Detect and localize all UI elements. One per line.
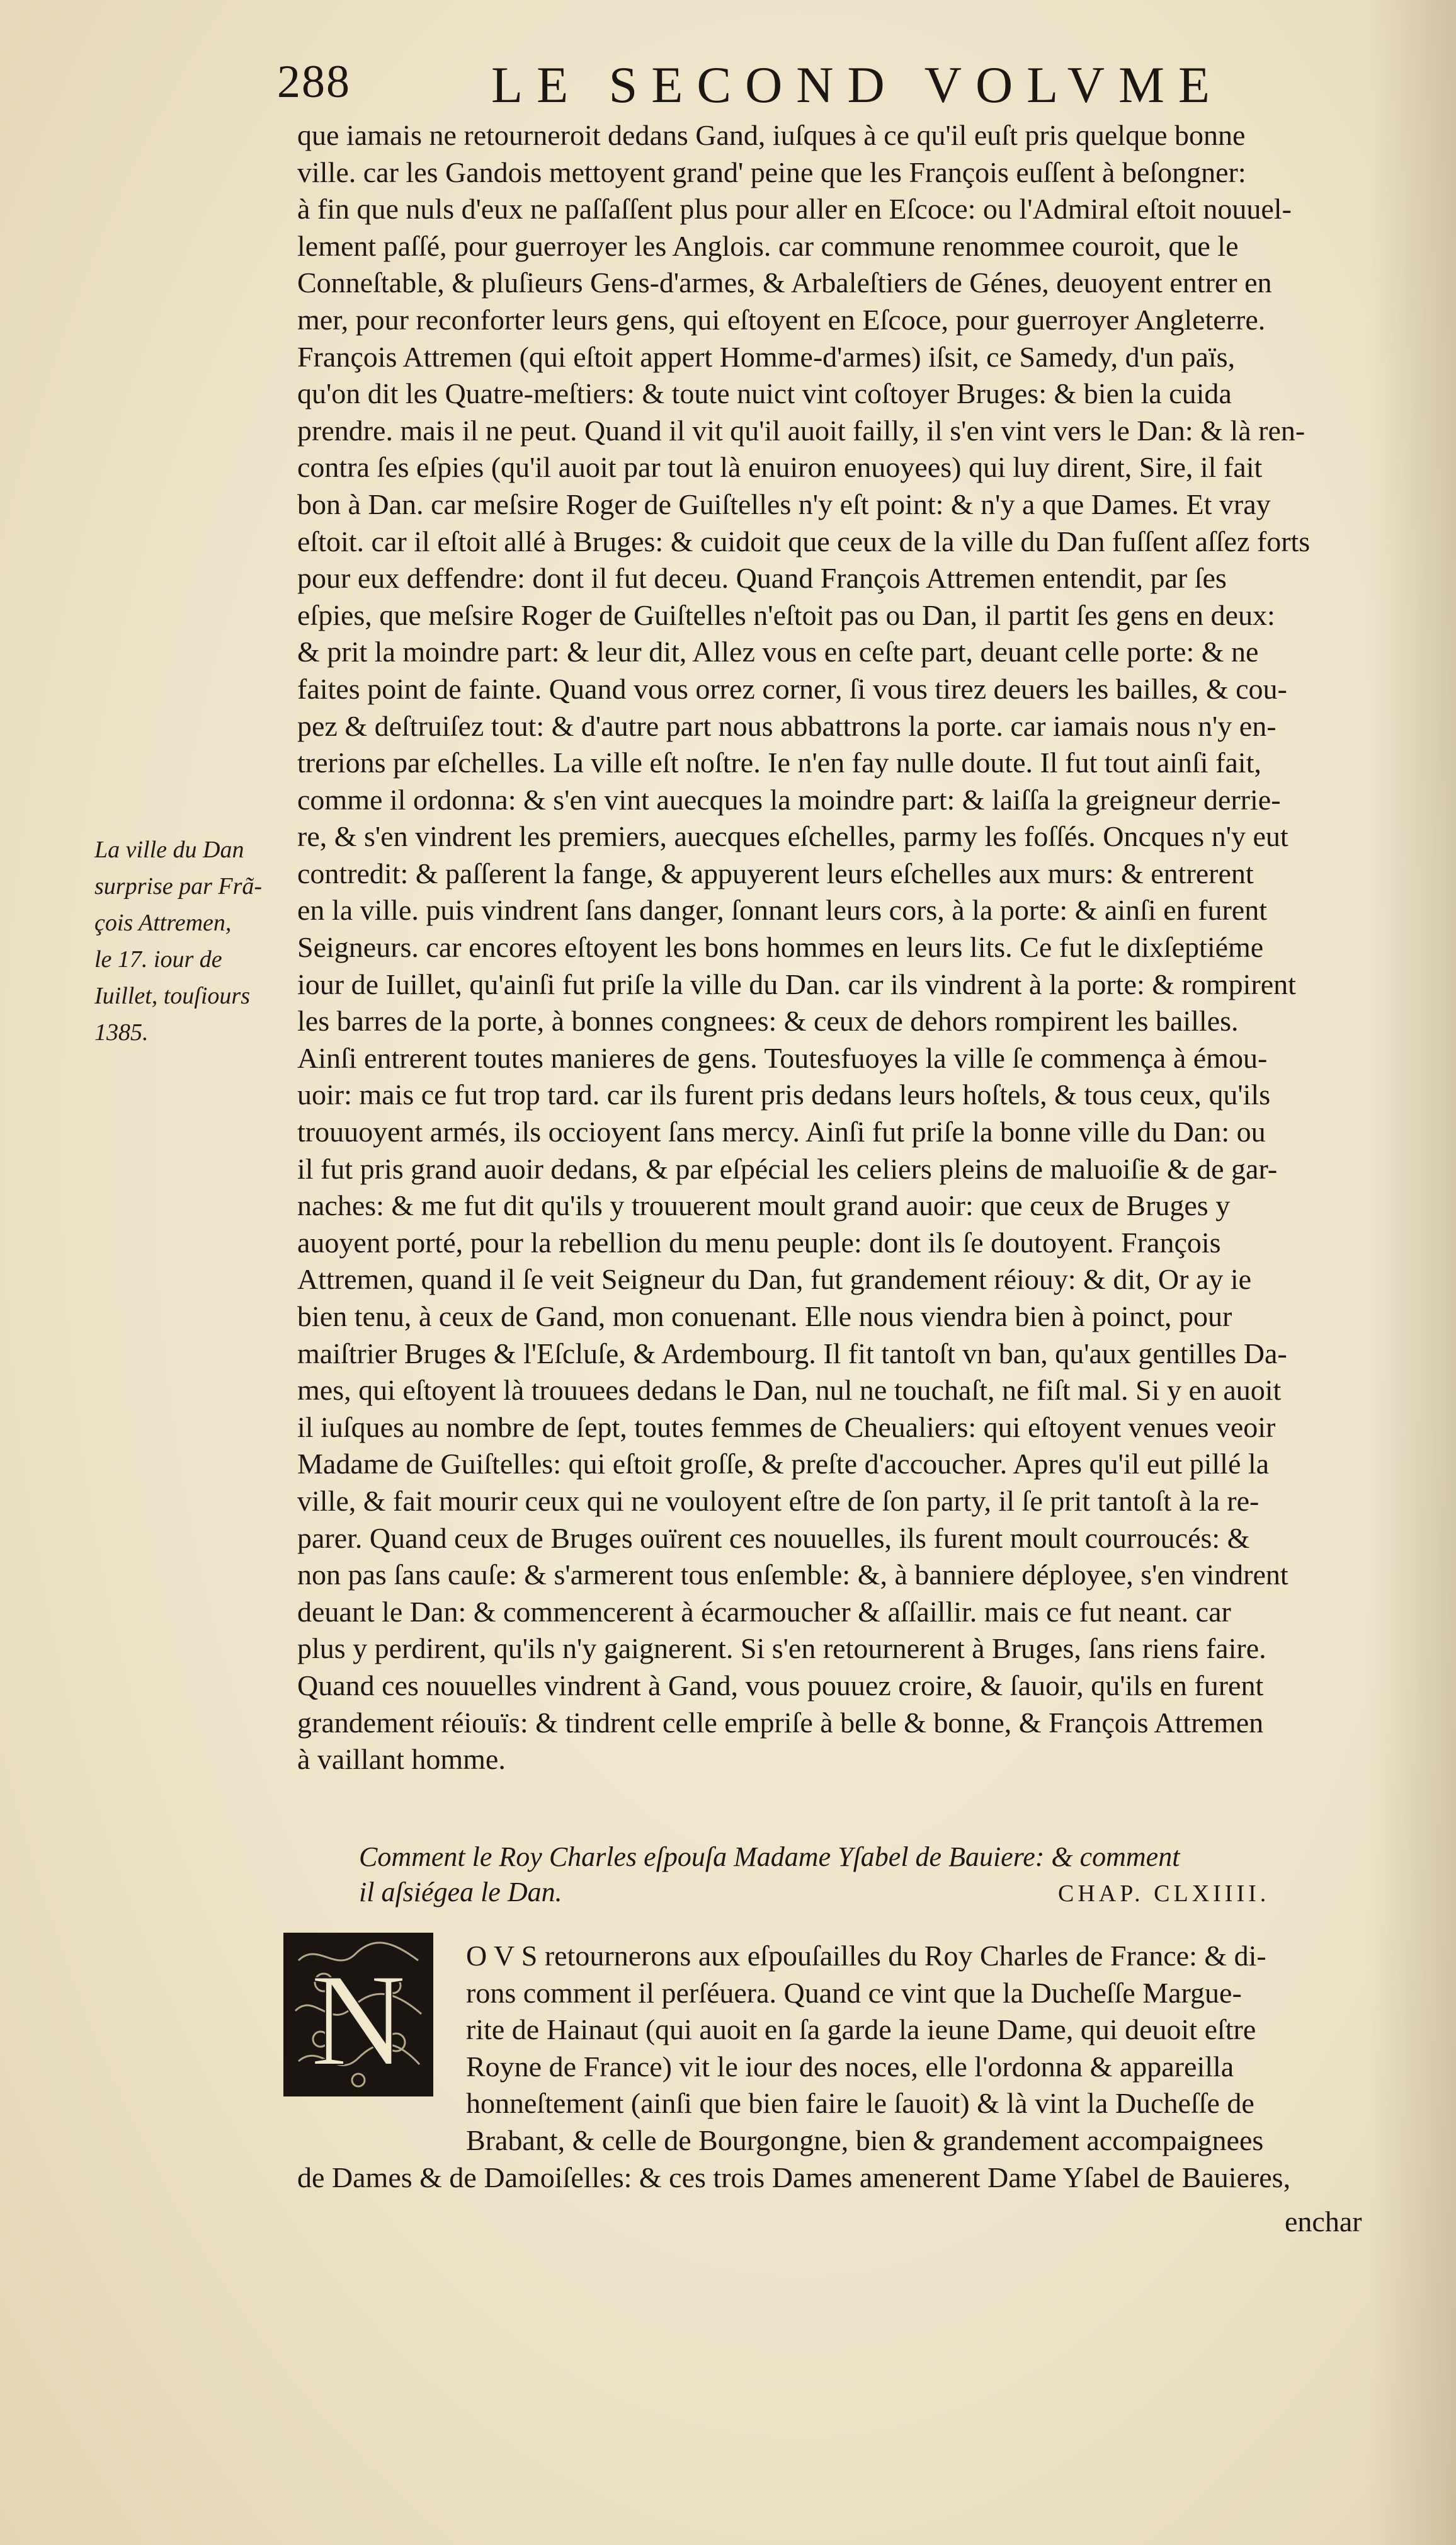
chapter-text-line: Royne de France) vit le iour des noces, elle l'ordonna & appareilla (466, 2050, 1234, 2083)
running-title: LE SECOND VOLVME (491, 56, 1224, 113)
chapter-text-line: rons comment il perſéuera. Quand ce vint que la Ducheſſe Margue- (466, 1976, 1242, 2009)
margin-note-line: le 17. iour de (94, 946, 222, 973)
margin-note-line: surprise par Frã- (94, 873, 263, 900)
text-line: & prit la moindre part: & leur dit, Allez vous en ceſte part, deuant celle porte: & ne (297, 636, 1259, 668)
text-line: prendre. mais il ne peut. Quand il vit qu'il auoit failly, il s'en vint vers le Dan: & là ren- (297, 414, 1305, 447)
chapter-text-line: O V S retournerons aux eſpouſailles du Roy Charles de France: & di- (466, 1940, 1266, 1972)
text-line: Quand ces nouuelles vindrent à Gand, vous pouuez croire, & ſauoir, qu'ils en furent (297, 1669, 1264, 1701)
text-line: pour eux deffendre: dont il fut deceu. Quand François Attremen entendit, par ſes (297, 562, 1227, 595)
text-line: comme il ordonna: & s'en vint auecques la moindre part: & laiſſa la greigneur derrie- (297, 783, 1281, 816)
text-line: grandement réiouïs: & tindrent celle empriſe à belle & bonne, & François Attremen (297, 1706, 1264, 1739)
text-line: plus y perdirent, qu'ils n'y gaignerent. Si s'en retournerent à Bruges, ſans riens faire. (297, 1632, 1266, 1665)
margin-note-line: La ville du Dan (94, 837, 244, 863)
text-line: re, & s'en vindrent les premiers, auecques eſchelles, parmy les foſſés. Oncques n'y eut (297, 820, 1288, 853)
text-line: trouuoyent armés, ils occioyent ſans mercy. Ainſi fut priſe la bonne ville du Dan: ou (297, 1116, 1266, 1148)
chapter-text-line: de Dames & de Damoiſelles: & ces trois Dames amenerent Dame Yſabel de Bauieres, (297, 2161, 1291, 2193)
text-line: qu'on dit les Quatre-meſtiers: & toute nuict vint coſtoyer Bruges: & bien la cuida (297, 377, 1232, 410)
text-line: naches: & me fut dit qu'ils y trouuerent moult grand auoir: que ceux de Bruges y (297, 1189, 1231, 1222)
page-header (277, 55, 1411, 118)
margin-note-line: 1385. (94, 1019, 149, 1046)
text-line: pez & deſtruiſez tout: & d'autre part nous abbattrons la porte. car iamais nous n'y en- (297, 709, 1277, 742)
text-line: à vaillant homme. (297, 1743, 506, 1776)
text-line: eſtoit. car il eſtoit allé à Bruges: & cuidoit que ceux de la ville du Dan fuſſent aſſez forts (297, 525, 1311, 558)
text-line: iour de Iuillet, qu'ainſi fut priſe la ville du Dan. car ils vindrent à la porte: & rompirent (297, 968, 1296, 1000)
main-text-block (297, 117, 1383, 1778)
text-line: auoyent porté, pour la rebellion du menu peuple: dont ils ſe doutoyent. François (297, 1226, 1221, 1259)
text-line: contredit: & paſſerent la fange, & appuyerent leurs eſchelles aux murs: & entrerent (297, 857, 1254, 889)
text-line: il fut pris grand auoir dedans, & par eſpécial les celiers pleins de maluoiſie & de gar- (297, 1152, 1278, 1185)
catchword: enchar (1285, 2205, 1362, 2238)
text-line: deuant le Dan: & commencerent à écarmoucher & aſſaillir. mais ce fut neant. car (297, 1595, 1231, 1628)
text-line: en la ville. puis vindrent ſans danger, ſonnant leurs cors, à la porte: & ainſi en furent (297, 894, 1267, 927)
text-line: que iamais ne retourneroit dedans Gand, iuſques à ce qu'il euſt pris quelque bonne (297, 119, 1246, 151)
margin-note-line: çois Attremen, (94, 910, 232, 936)
text-line: bien tenu, à ceux de Gand, mon conuenant. Elle nous viendra bien à poinct, pour (297, 1300, 1232, 1332)
text-line: maiſtrier Bruges & l'Eſcluſe, & Ardembourg. Il fit tantoſt vn ban, qu'aux gentilles Da- (297, 1337, 1287, 1370)
chapter-heading-line: Comment le Roy Charles eſpouſa Madame Yſabel de Bauiere: & comment (359, 1841, 1180, 1872)
text-line: François Attremen (qui eſtoit appert Homme-d'armes) iſsit, ce Samedy, d'un païs, (297, 340, 1236, 373)
text-line: Madame de Guiſtelles: qui eſtoit groſſe, & preſte d'accoucher. Apres qu'il eut pillé la (297, 1448, 1270, 1480)
text-line: à fin que nuls d'eux ne paſſaſſent plus pour aller en Eſcoce: ou l'Admiral eſtoit nouuel- (297, 193, 1292, 226)
margin-note-line: Iuillet, touſiours (94, 983, 250, 1009)
page-number: 288 (277, 56, 351, 108)
chapter-heading-line: il aſsiégea le Dan. (359, 1877, 562, 1907)
text-line: faites point de fainte. Quand vous orrez corner, ſi vous tirez deuers les bailles, & cou- (297, 672, 1287, 705)
chapter-text-line: honneſtement (ainſi que bien faire le ſauoit) & là vint la Ducheſſe de (466, 2087, 1254, 2120)
text-line: Seigneurs. car encores eſtoyent les bons hommes en leurs lits. Ce fut le dixſeptiéme (297, 931, 1264, 964)
chapter-text-block (297, 1938, 1383, 2196)
chapter-text-line: Brabant, & celle de Bourgongne, bien & grandement accompaignees (466, 2124, 1264, 2156)
text-line: Conneſtable, & pluſieurs Gens-d'armes, & Arbaleſtiers de Génes, deuoyent entrer en (297, 266, 1272, 299)
chapter-text-line: rite de Hainaut (qui auoit en ſa garde la ieune Dame, qui deuoit eſtre (466, 2013, 1256, 2046)
text-line: Attremen, quand il ſe veit Seigneur du Dan, fut grandement réiouy: & dit, Or ay ie (297, 1263, 1252, 1296)
text-line: non pas ſans cauſe: & s'armerent tous enſemble: &, à banniere déployee, s'en vindrent (297, 1558, 1288, 1591)
text-line: mes, qui eſtoyent là trouuees dedans le Dan, nul ne touchaſt, ne fiſt mal. Si y en auoit (297, 1374, 1282, 1407)
text-line: uoir: mais ce fut trop tard. car ils furent pris dedans leurs hoſtels, & tous ceux, qu'ils (297, 1078, 1271, 1111)
text-line: ville, & fait mourir ceux qui ne vouloyent eſtre de ſon party, il ſe prit tantoſt à la re- (297, 1484, 1260, 1517)
text-line: parer. Quand ceux de Bruges ouïrent ces nouuelles, ils furent moult courroucés: & (297, 1521, 1250, 1554)
text-line: trerions par eſchelles. La ville eſt noſtre. Ie n'en fay nulle doute. Il fut tout ainſi fait, (297, 746, 1261, 779)
text-line: lement paſſé, pour guerroyer les Anglois. car commune renommee couroit, que le (297, 229, 1239, 262)
text-line: contra ſes eſpies (qu'il auoit par tout là enuiron enuoyees) qui luy dirent, Sire, il fait (297, 451, 1263, 484)
text-line: eſpies, que meſsire Roger de Guiſtelles n'eſtoit pas ou Dan, il partit ſes gens en deux: (297, 598, 1275, 631)
text-line: mer, pour reconforter leurs gens, qui eſtoyent en Eſcoce, pour guerroyer Angleterre. (297, 303, 1266, 336)
text-line: Ainſi entrerent toutes manieres de gens. Toutesfuoyes la ville ſe commença à émou- (297, 1041, 1268, 1074)
text-line: ville. car les Gandois mettoyent grand' peine que les François euſſent à beſongner: (297, 156, 1246, 188)
text-line: il iuſques au nombre de ſept, toutes femmes de Cheualiers: qui eſtoyent venues veoir (297, 1410, 1276, 1443)
text-line: les barres de la porte, à bonnes congnees: & ceux de dehors rompirent les bailles. (297, 1005, 1239, 1038)
text-line: bon à Dan. car meſsire Roger de Guiſtelles n'y eſt point: & n'y a que Dames. Et vray (297, 488, 1271, 520)
chapter-number-label: CHAP. CLXIIII. (1058, 1880, 1270, 1907)
drop-cap-letter: N (310, 1947, 406, 2093)
margin-note (94, 832, 290, 1051)
